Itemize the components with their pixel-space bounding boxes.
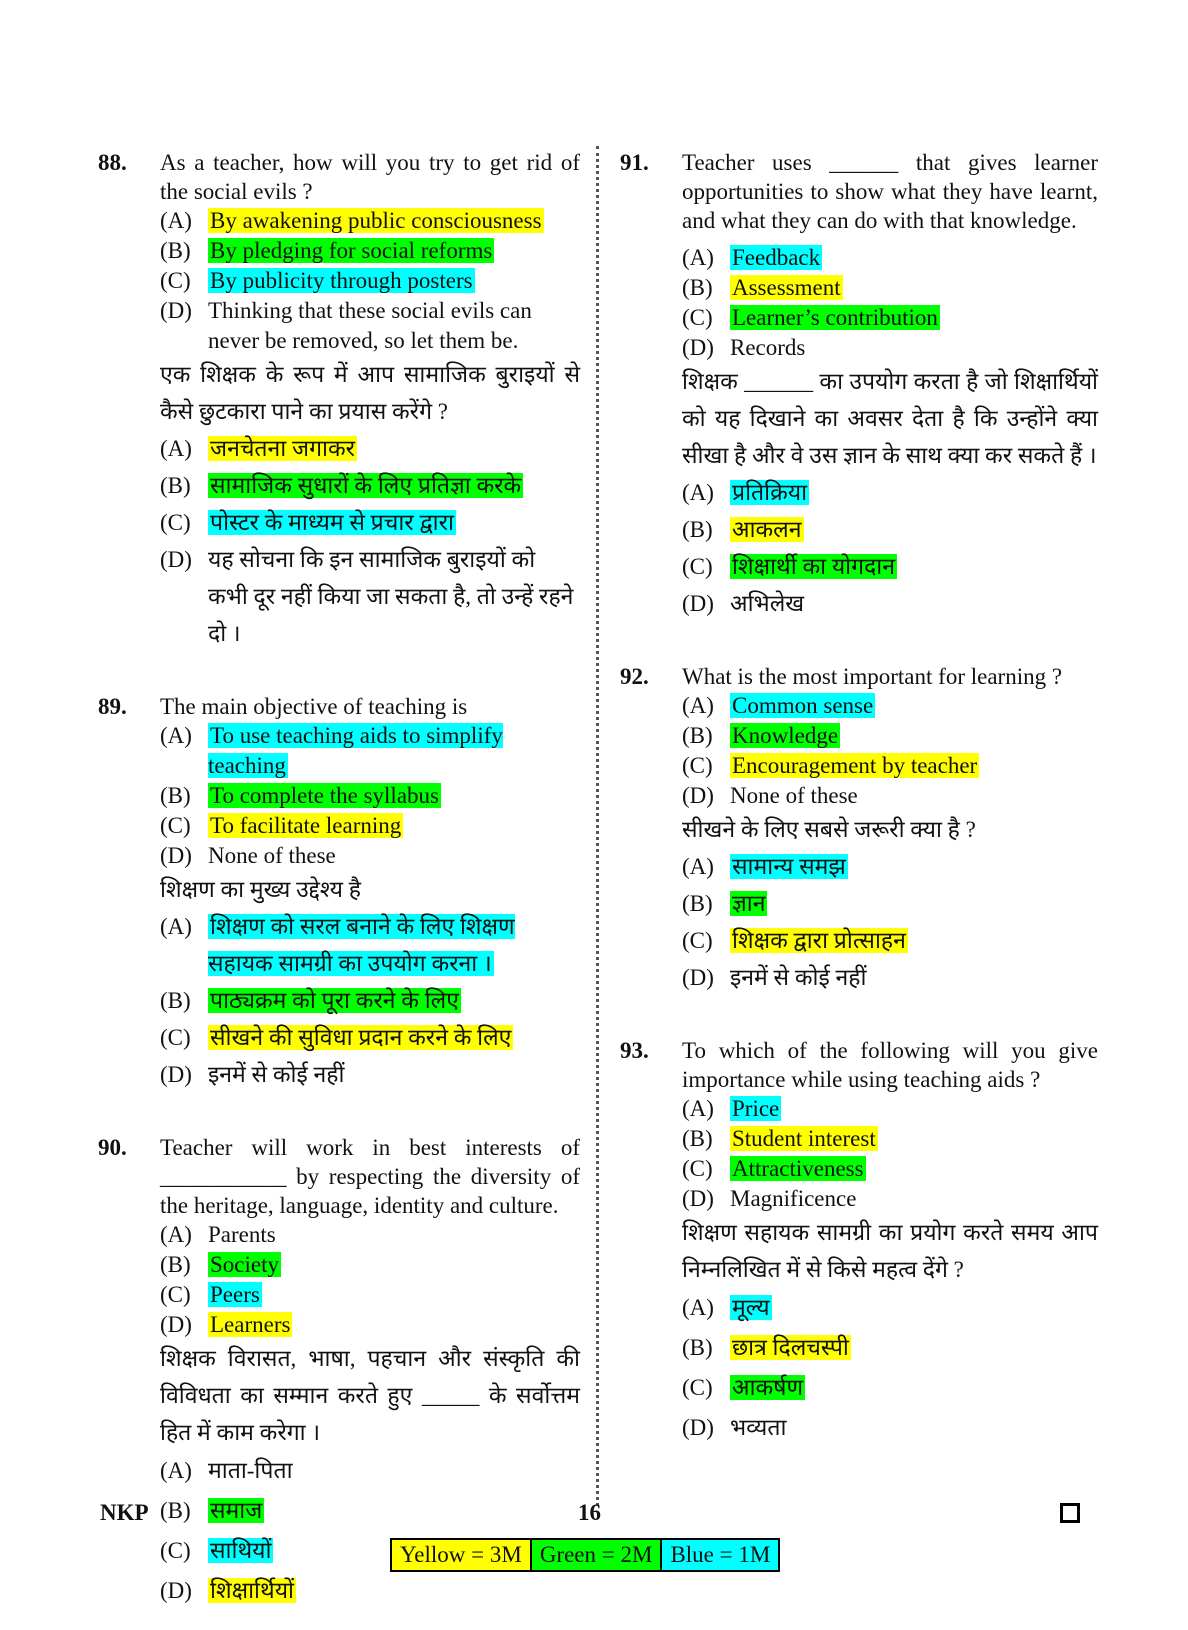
option-label: (C) <box>160 1538 191 1563</box>
option-label: (B) <box>682 275 713 300</box>
legend-blue: Blue = 1M <box>662 1540 778 1570</box>
options-en <box>160 1220 580 1340</box>
option-text: शिक्षार्थियों <box>210 1578 294 1603</box>
option-label: (B) <box>160 473 191 498</box>
option-label: (D) <box>682 1415 714 1440</box>
option-label: (C) <box>682 1156 713 1181</box>
option-text: Peers <box>210 1282 260 1307</box>
option-text: छात्र दिलचस्पी <box>732 1335 849 1360</box>
option-label: (B) <box>160 988 191 1013</box>
page-number: 16 <box>578 1500 601 1525</box>
option-label: (B) <box>682 891 713 916</box>
option-d-en[interactable] <box>160 1310 397 1340</box>
option-text: अभिलेख <box>730 591 805 616</box>
option-c-en[interactable] <box>682 751 1098 781</box>
option-label: (D) <box>160 1312 192 1337</box>
option-text: इनमें से कोई नहीं <box>730 965 867 990</box>
option-a-hi[interactable] <box>682 474 1098 511</box>
option-b-hi[interactable] <box>160 982 580 1019</box>
option-label: (A) <box>682 1096 714 1121</box>
options-hi <box>160 1451 580 1611</box>
option-text: Thinking that these social evils can never be removed, so let them be. <box>208 298 532 353</box>
option-label: (B) <box>682 1126 713 1151</box>
option-d-hi[interactable] <box>682 959 1098 996</box>
option-c-hi[interactable] <box>160 1531 397 1571</box>
question-number: 88. <box>98 150 127 175</box>
question-number: 91. <box>620 150 649 175</box>
option-label: (D) <box>160 298 192 323</box>
option-text: To use teaching aids to simplify teaching <box>208 723 503 778</box>
option-label: (A) <box>682 480 714 505</box>
option-text: समाज <box>210 1498 263 1523</box>
option-label: (A) <box>160 723 192 748</box>
option-d-hi[interactable] <box>682 1408 917 1448</box>
question-91 <box>620 148 1098 622</box>
option-label: (D) <box>682 965 714 990</box>
question-text-hi: शिक्षक विरासत, भाषा, पहचान और संस्कृति की विविधता का सम्मान करते हुए _____ के सर्वोत्तम हित में काम करेगा । <box>160 1346 580 1445</box>
question-text-hi: शिक्षक ______ का उपयोग करता है जो शिक्षार्थियों को यह दिखाने का अवसर देता है कि उन्होंने क्या सीखा है और वे उस ज्ञान के साथ क्या कर सकते हैं । <box>682 369 1098 468</box>
question-number: 92. <box>620 664 649 689</box>
option-label: (D) <box>160 1578 192 1603</box>
option-label: (C) <box>160 268 191 293</box>
question-text-hi: शिक्षण सहायक सामग्री का प्रयोग करते समय आप निम्नलिखित में से किसे महत्व देंगे ? <box>682 1220 1098 1282</box>
option-b-hi[interactable] <box>682 511 1098 548</box>
option-text: Common sense <box>732 693 874 718</box>
option-label: (B) <box>682 723 713 748</box>
option-c-hi[interactable] <box>682 1368 917 1408</box>
option-label: (A) <box>160 436 192 461</box>
option-text: By awakening public consciousness <box>210 208 542 233</box>
option-text: इनमें से कोई नहीं <box>208 1062 345 1087</box>
marks-legend <box>390 1538 780 1572</box>
option-a-en[interactable] <box>682 691 1098 721</box>
option-label: (B) <box>160 1498 191 1523</box>
option-label: (C) <box>160 813 191 838</box>
option-d-en[interactable] <box>160 296 580 356</box>
option-text: Encouragement by teacher <box>732 753 978 778</box>
option-text: सामान्य समझ <box>732 854 846 879</box>
option-label: (D) <box>682 783 714 808</box>
question-text-hi: सीखने के लिए सबसे जरूरी क्या है ? <box>682 817 976 842</box>
option-text: Price <box>732 1096 780 1121</box>
option-label: (A) <box>682 693 714 718</box>
option-d-en[interactable] <box>682 1184 1098 1214</box>
option-label: (A) <box>160 1222 192 1247</box>
option-label: (C) <box>682 753 713 778</box>
question-92 <box>620 662 1098 996</box>
option-text: प्रतिक्रिया <box>732 480 808 505</box>
option-label: (B) <box>682 1335 713 1360</box>
option-label: (A) <box>682 854 714 879</box>
option-label: (D) <box>682 591 714 616</box>
option-text: आकलन <box>732 517 802 542</box>
option-text: मूल्य <box>732 1295 770 1320</box>
option-b-hi[interactable] <box>160 467 580 504</box>
option-label: (C) <box>682 1375 713 1400</box>
question-text-hi: एक शिक्षक के रूप में आप सामाजिक बुराइयों से कैसे छुटकारा पाने का प्रयास करेंगे ? <box>160 362 580 424</box>
option-b-hi[interactable] <box>682 885 1098 922</box>
option-text: शिक्षार्थी का योगदान <box>732 554 896 579</box>
booklet-code: NKP <box>100 1500 149 1525</box>
option-label: (C) <box>682 554 713 579</box>
option-text: Society <box>210 1252 279 1277</box>
option-text: भव्यता <box>730 1415 787 1440</box>
option-text: शिक्षण को सरल बनाने के लिए शिक्षण सहायक सामग्री का उपयोग करना । <box>208 914 515 976</box>
option-c-en[interactable] <box>160 811 580 841</box>
options-hi <box>682 1288 1098 1448</box>
option-label: (C) <box>160 510 191 535</box>
left-column <box>98 148 580 1611</box>
option-c-hi[interactable] <box>682 922 1098 959</box>
option-b-en[interactable] <box>160 781 580 811</box>
option-label: (A) <box>682 245 714 270</box>
option-d-hi[interactable] <box>682 585 1098 622</box>
option-text: Parents <box>208 1222 276 1247</box>
option-text: To facilitate learning <box>210 813 402 838</box>
option-text: Student interest <box>732 1126 876 1151</box>
question-text-en: As a teacher, how will you try to get rid of the social evils ? <box>160 150 580 204</box>
question-89 <box>98 692 580 1093</box>
option-text: माता-पिता <box>208 1458 293 1483</box>
option-text: पोस्टर के माध्यम से प्रचार द्वारा <box>210 510 454 535</box>
option-d-en[interactable] <box>160 841 580 871</box>
option-text: शिक्षक द्वारा प्रोत्साहन <box>732 928 906 953</box>
question-text-en: Teacher uses ______ that gives learner opportunities to show what they have learnt, and what they can do with that knowledge. <box>682 150 1098 233</box>
option-label: (A) <box>160 208 192 233</box>
option-text: Learners <box>210 1312 291 1337</box>
option-c-en[interactable] <box>682 303 1098 333</box>
option-label: (D) <box>682 335 714 360</box>
option-label: (C) <box>682 928 713 953</box>
option-label: (B) <box>160 238 191 263</box>
option-text: Feedback <box>732 245 821 270</box>
option-c-hi[interactable] <box>682 548 1098 585</box>
square-icon <box>1060 1503 1080 1523</box>
option-b-en[interactable] <box>160 1250 397 1280</box>
option-a-hi[interactable] <box>160 430 580 467</box>
option-a-en[interactable] <box>160 1220 397 1250</box>
option-c-en[interactable] <box>160 1280 397 1310</box>
option-d-en[interactable] <box>682 781 1098 811</box>
option-label: (D) <box>682 1186 714 1211</box>
question-number: 93. <box>620 1038 649 1063</box>
option-c-hi[interactable] <box>160 1019 580 1056</box>
option-text: यह सोचना कि इन सामाजिक बुराइयों को कभी दूर नहीं किया जा सकता है, तो उन्हें रहने दो । <box>208 547 574 646</box>
option-d-en[interactable] <box>682 333 1098 363</box>
option-text: Records <box>730 335 806 360</box>
option-text: Learner’s contribution <box>732 305 938 330</box>
question-text-en: The main objective of teaching is <box>160 694 468 719</box>
option-c-en[interactable] <box>682 1154 1098 1184</box>
option-d-hi[interactable] <box>160 541 580 652</box>
option-text: By publicity through posters <box>210 268 473 293</box>
option-label: (D) <box>160 547 192 572</box>
question-text-en: What is the most important for learning ? <box>682 664 1063 689</box>
question-text-en: Teacher will work in best interests of ___________ by respecting the diversity of the heritage, language, identity and culture. <box>160 1135 580 1218</box>
question-text-en: To which of the following will you give importance while using teaching aids ? <box>682 1038 1098 1092</box>
option-a-hi[interactable] <box>682 1288 917 1328</box>
option-label: (D) <box>160 843 192 868</box>
option-label: (D) <box>160 1062 192 1087</box>
option-text: सीखने की सुविधा प्रदान करने के लिए <box>210 1025 512 1050</box>
option-text: जनचेतना जगाकर <box>210 436 356 461</box>
option-label: (B) <box>682 517 713 542</box>
option-d-hi[interactable] <box>160 1571 397 1611</box>
option-a-en[interactable] <box>682 243 1098 273</box>
option-text: Assessment <box>732 275 841 300</box>
option-c-en[interactable] <box>160 266 580 296</box>
option-text: पाठ्यक्रम को पूरा करने के लिए <box>210 988 459 1013</box>
option-a-hi[interactable] <box>160 908 580 982</box>
option-b-hi[interactable] <box>160 1491 397 1531</box>
option-text: Attractiveness <box>732 1156 864 1181</box>
option-b-en[interactable] <box>682 721 1098 751</box>
option-label: (C) <box>682 305 713 330</box>
option-a-hi[interactable] <box>682 848 1098 885</box>
option-b-en[interactable] <box>160 236 580 266</box>
option-a-en[interactable] <box>160 721 580 781</box>
right-column <box>620 148 1098 1448</box>
option-d-hi[interactable] <box>160 1056 580 1093</box>
option-a-en[interactable] <box>160 206 580 236</box>
option-text: Magnificence <box>730 1186 857 1211</box>
option-a-en[interactable] <box>682 1094 1098 1124</box>
option-label: (A) <box>160 914 192 939</box>
option-text: आकर्षण <box>732 1375 804 1400</box>
option-b-hi[interactable] <box>682 1328 917 1368</box>
option-text: By pledging for social reforms <box>210 238 493 263</box>
option-label: (B) <box>160 783 191 808</box>
option-label: (A) <box>682 1295 714 1320</box>
question-93 <box>620 1036 1098 1448</box>
legend-yellow: Yellow = 3M <box>392 1540 532 1570</box>
option-c-hi[interactable] <box>160 504 580 541</box>
option-b-en[interactable] <box>682 1124 1098 1154</box>
option-label: (C) <box>160 1025 191 1050</box>
question-text-hi: शिक्षण का मुख्य उद्देश्य है <box>160 877 361 902</box>
question-number: 90. <box>98 1135 127 1160</box>
question-88 <box>98 148 580 652</box>
option-text: ज्ञान <box>732 891 766 916</box>
option-label: (B) <box>160 1252 191 1277</box>
column-divider <box>596 146 599 1506</box>
option-text: साथियों <box>210 1538 272 1563</box>
option-label: (C) <box>160 1282 191 1307</box>
option-label: (A) <box>160 1458 192 1483</box>
option-text: To complete the syllabus <box>210 783 439 808</box>
option-a-hi[interactable] <box>160 1451 397 1491</box>
option-text: सामाजिक सुधारों के लिए प्रतिज्ञा करके <box>210 473 522 498</box>
option-text: None of these <box>208 843 336 868</box>
option-text: Knowledge <box>732 723 839 748</box>
option-text: None of these <box>730 783 858 808</box>
option-b-en[interactable] <box>682 273 1098 303</box>
legend-green: Green = 2M <box>532 1540 663 1570</box>
question-number: 89. <box>98 694 127 719</box>
